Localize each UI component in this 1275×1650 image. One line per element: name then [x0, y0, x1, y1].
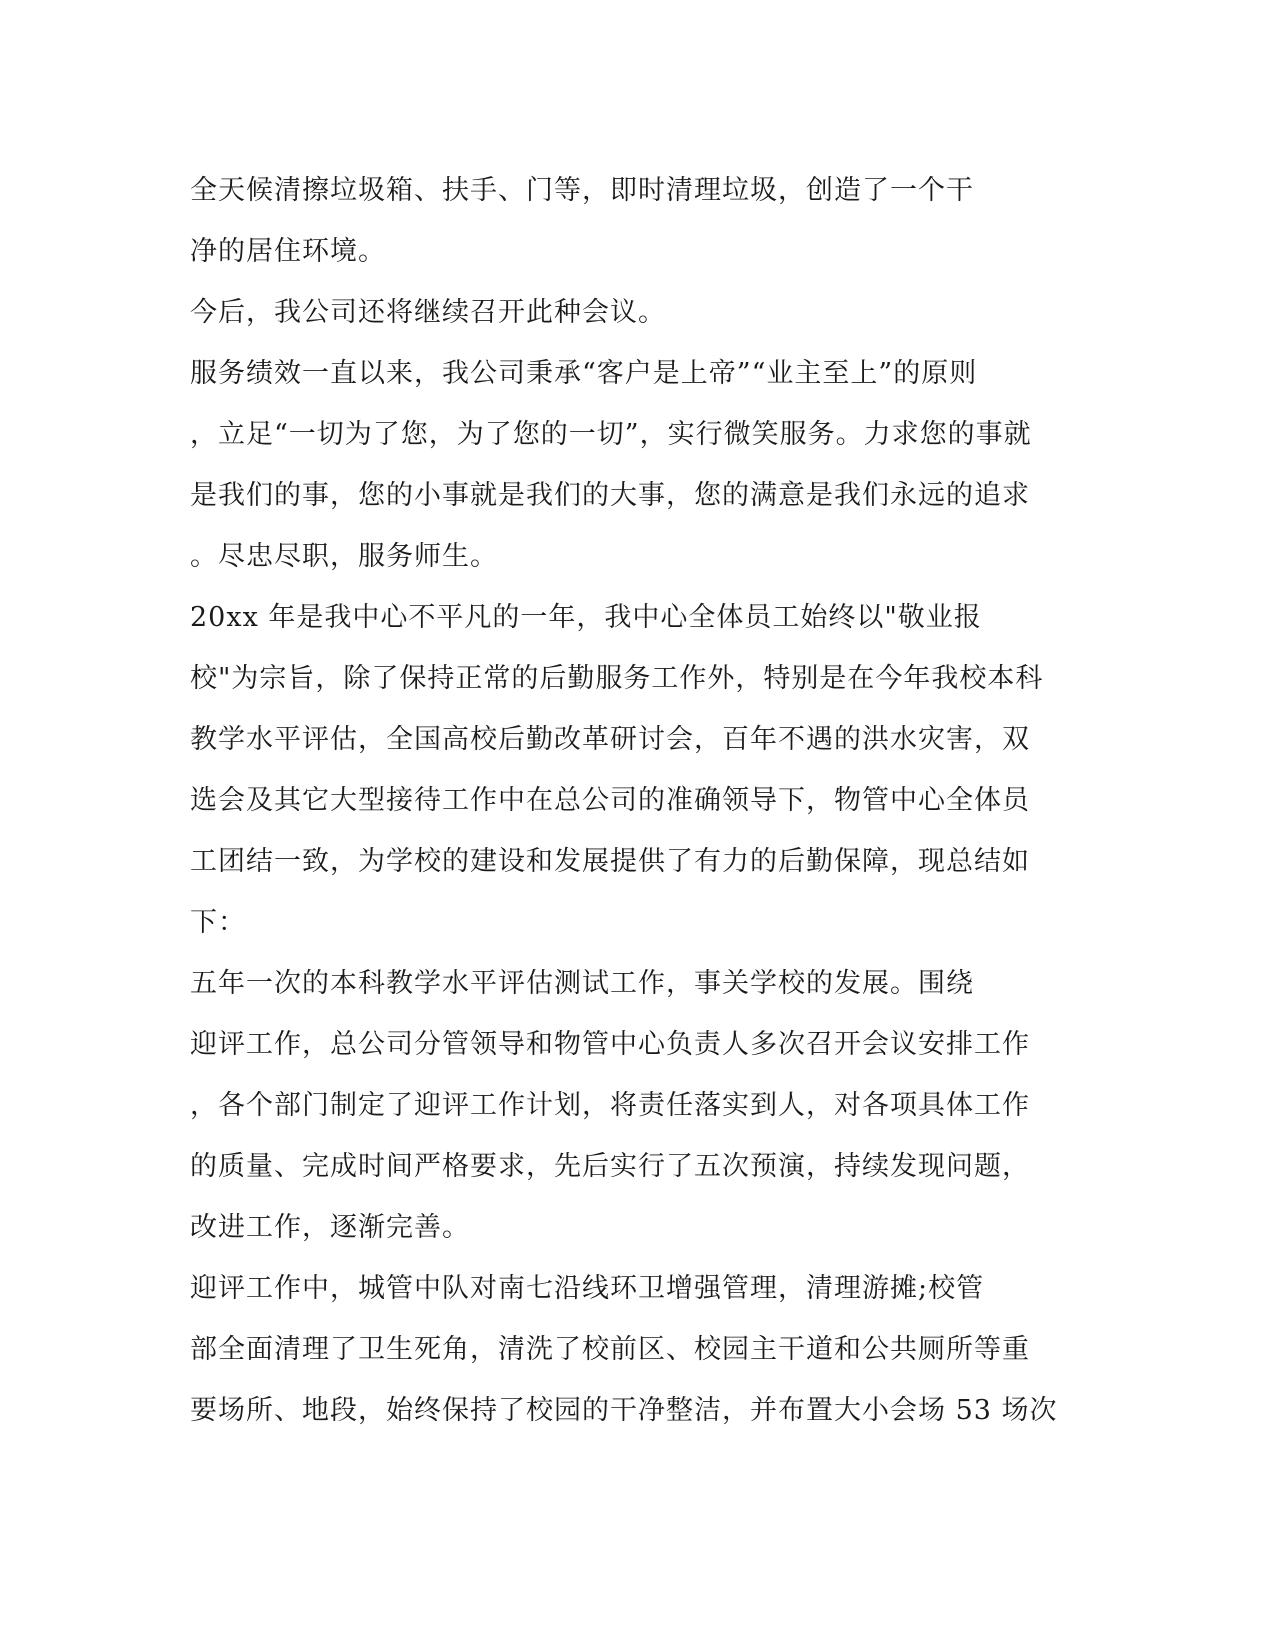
paragraph-future-meetings: 今后，我公司还将继续召开此种会议。: [190, 297, 666, 328]
paragraph-cleaning: 全天候清擦垃圾箱、扶手、门等，即时清理垃圾，创造了一个干 净的居住环境。: [190, 175, 974, 267]
paragraph-evaluation-work: 五年一次的本科教学水平评估测试工作，事关学校的发展。围绕 迎评工作，总公司分管领导和物管中心负责人多次召开会议安排工作 ，各个部门制定了迎评工作计划，将责任落实到人，对各项具体工作 的质量、完成时间严格要求，先后实行了五次预演，持续发现问题， 改进工作，逐渐完善。: [190, 968, 1030, 1243]
paragraph-year-summary: 20xx 年是我中心不平凡的一年，我中心全体员工始终以"敬业报 校"为宗旨，除了保持正常的后勤服务工作外，特别是在今年我校本科 教学水平评估，全国高校后勤改革研讨会，百年不遇的洪水灾害，双 选会及其它大型接待工作中在总公司的准确领导下，物管中心全体员 工团结一致，为学校的建设和发展提供了有力的后勤保障，现总结如 下：: [190, 602, 1044, 938]
paragraph-campus-management: 迎评工作中，城管中队对南七沿线环卫增强管理，清理游摊;校管 部全面清理了卫生死角，清洗了校前区、校园主干道和公共厕所等重 要场所、地段，始终保持了校园的干净整洁，并布置大小会场 53 场次: [190, 1273, 1058, 1426]
paragraph-service-performance: 服务绩效一直以来，我公司秉承“客户是上帝”“业主至上”的原则 ，立足“一切为了您，为了您的一切”，实行微笑服务。力求您的事就 是我们的事，您的小事就是我们的大事，您的满意是我们永远的追求 。尽忠尽职，服务师生。: [190, 358, 1032, 572]
document-body: [190, 160, 1090, 1441]
